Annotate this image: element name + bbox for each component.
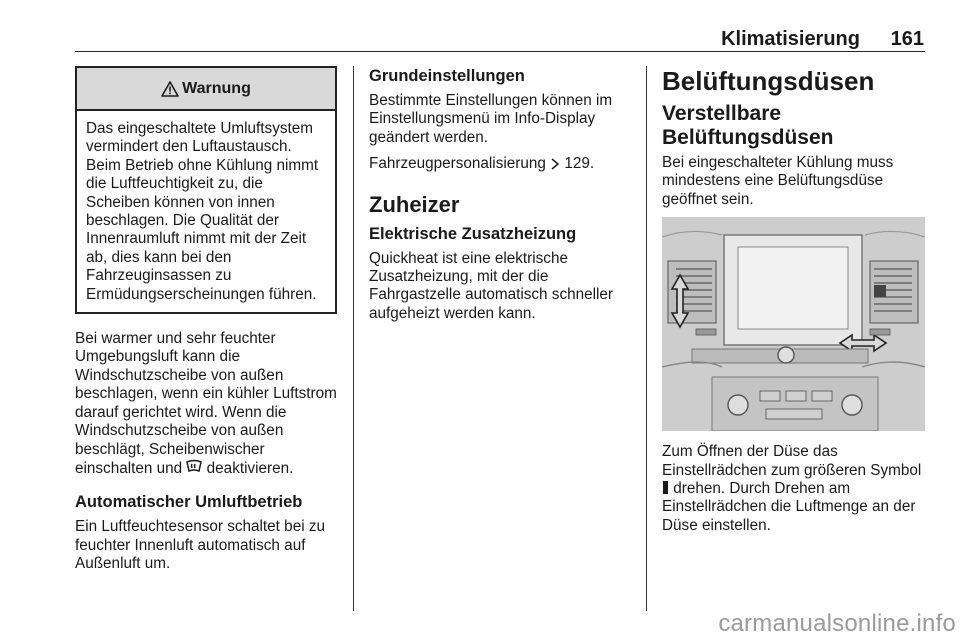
vents-cooling-text: Bei eingeschalteter Kühlung muss mindestens eine Belüftungsdüse geöffnet sein. — [662, 154, 894, 208]
heading-air-vents: Belüftungsdüsen — [662, 66, 875, 96]
dashboard-vents-illustration — [662, 217, 925, 431]
quickheat-text: Quickheat ist eine elektrische Zusatzheizung, mit der die Fahrgastzelle automatisch schneller aufgeheizt werden kann. — [369, 249, 614, 322]
warning-title: Warnung — [182, 79, 251, 97]
column-divider-1 — [353, 66, 354, 611]
dashboard-vents-drawing — [662, 217, 925, 431]
humidity-text-end: deaktivieren. — [206, 459, 294, 477]
warning-triangle-icon — [161, 81, 179, 97]
humidity-paragraph — [75, 330, 337, 478]
heading-auto-recirculation: Automatischer Umluftbetrieb — [75, 493, 303, 512]
warning-body — [77, 111, 335, 312]
heading-basic-settings: Grundeinstellungen — [369, 67, 525, 85]
personalization-page-ref: 129. — [564, 155, 595, 173]
page-number: 161 — [890, 28, 924, 50]
heading-electric-heater: Elektrische Zusatzheizung — [369, 224, 577, 243]
column-1 — [75, 66, 337, 582]
warning-header — [77, 68, 335, 111]
personalization-reference — [369, 155, 633, 173]
vent-adjust-text-end: drehen. Durch Drehen am Einstellrädchen die Luftmenge an der Düse einstellen. — [662, 480, 916, 534]
header-rule — [75, 51, 925, 52]
heading-auxiliary-heater: Zuheizer — [369, 191, 460, 217]
warning-box — [75, 66, 337, 314]
humidity-text-start: Bei warmer und sehr feuchter Umgebungsluft kann die Windschutzscheibe von außen beschlagen, wenn ein kühler Luftstrom darauf gerichtet wird. Wenn die Windschutzscheibe von außen beschlägt, Scheibenwischer einschalten und — [75, 330, 337, 477]
basic-settings-text: Bestimmte Einstellungen können im Einstellungsmenü im Info-Display geändert werden. — [369, 92, 613, 146]
heading-adjustable-vents: Verstellbare Belüftungsdüsen — [662, 102, 834, 149]
vent-bar-icon — [662, 480, 669, 495]
warning-text: Das eingeschaltete Umluftsystem vermindert den Luftaustausch. Beim Betrieb ohne Kühlung nimmt die Luftfeuchtigkeit zu, die Scheiben können von innen beschlagen. Die Qualität der Innenraumluft nimmt mit der Zeit ab, dies kann bei den Fahrzeuginsassen zu Ermüdungserscheinungen führen. — [86, 120, 319, 303]
watermark: carmanualsonline.info — [718, 610, 956, 637]
column-2 — [369, 66, 633, 331]
auto-recirculation-text: Ein Luftfeuchtesensor schaltet bei zu feuchter Innenluft automatisch auf Außenluft um. — [75, 518, 326, 573]
personalization-text: Fahrzeugpersonalisierung — [369, 155, 546, 173]
page-header-title: Klimatisierung — [721, 28, 860, 50]
column-divider-2 — [646, 66, 647, 611]
vent-adjust-text-start: Zum Öffnen der Düse das Einstellrädchen zum größeren Symbol — [662, 443, 922, 479]
windshield-defrost-icon — [186, 459, 202, 475]
vent-adjust-text — [662, 443, 925, 535]
column-3 — [662, 66, 925, 543]
reference-arrow-icon — [550, 158, 560, 170]
